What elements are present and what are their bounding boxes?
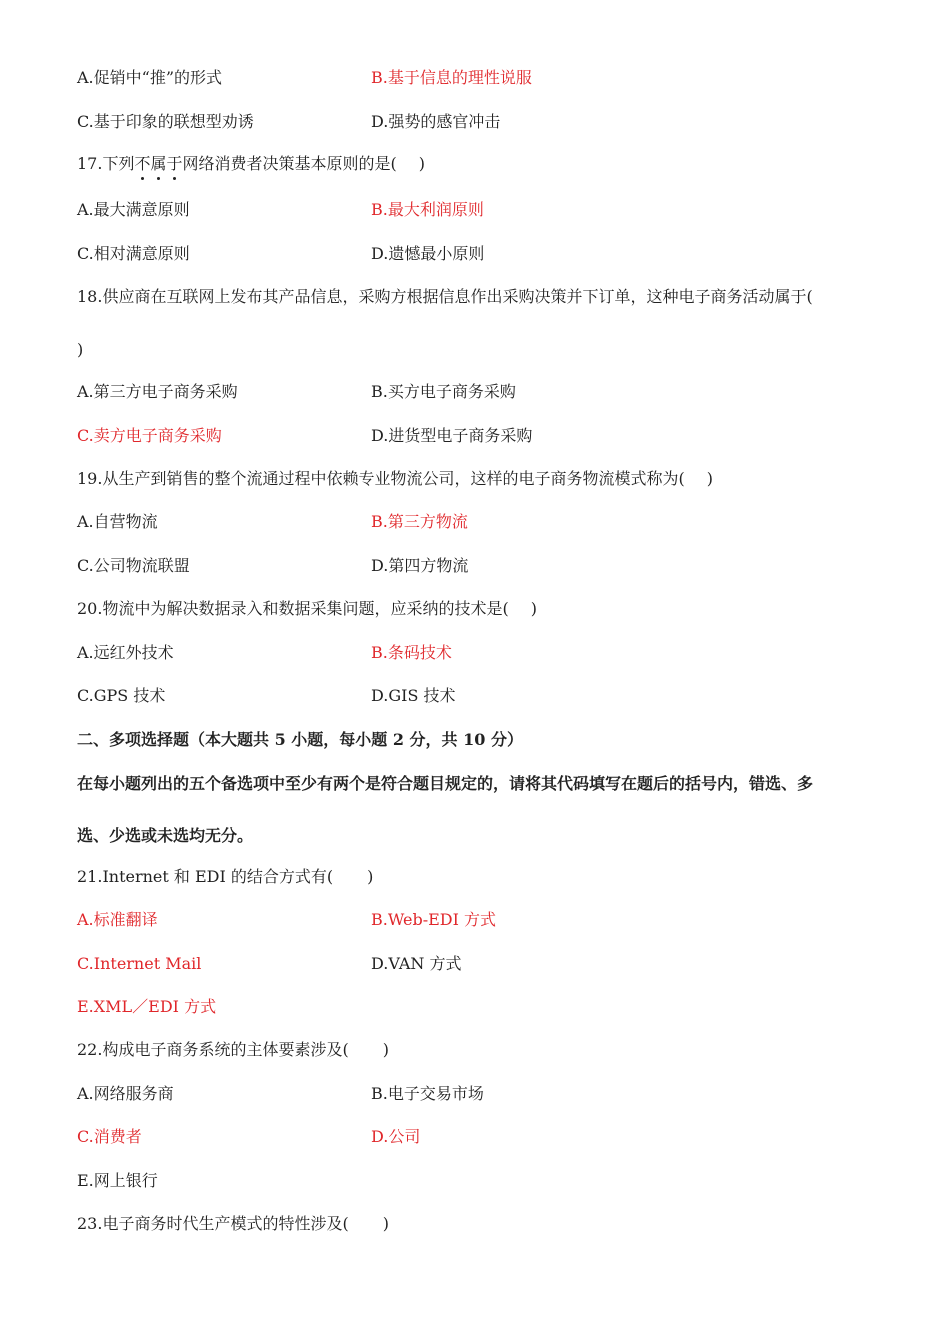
q21-option-d: D.VAN 方式 (371, 954, 462, 973)
q22-option-a: A.网络服务商 (77, 1084, 174, 1103)
q19-options-row-1 (77, 512, 877, 532)
q21-options-row-2 (77, 954, 877, 974)
q22-text: 22.构成电子商务系统的主体要素涉及( (77, 1040, 349, 1059)
q17-text: 网络消费者决策基本原则的是( (182, 154, 397, 173)
q20-options-row-2 (77, 686, 877, 706)
q22-option-e: E.网上银行 (77, 1171, 158, 1190)
q21-option-c: C.Internet Mail (77, 954, 202, 973)
q18-options-row-1 (77, 382, 877, 402)
q17-option-d: D.遗憾最小原则 (371, 244, 485, 263)
section-2-instructions-continued: 选、少选或未选均无分。 (77, 826, 254, 845)
q18-option-b: B.买方电子商务采购 (371, 382, 516, 401)
q19-options-row-2 (77, 556, 877, 576)
q21-option-e: E.XML／EDI 方式 (77, 997, 217, 1016)
q21-option-a: A.标准翻译 (77, 910, 158, 929)
q17-emphasis-char-2: 属 (150, 154, 167, 173)
q18-option-c: C.卖方电子商务采购 (77, 426, 222, 445)
q18-question (77, 287, 813, 307)
q22-options-row-3 (77, 1171, 877, 1191)
q17-question (77, 154, 425, 174)
q18-option-d: D.进货型电子商务采购 (371, 426, 533, 445)
q20-option-d: D.GIS 技术 (371, 686, 456, 705)
q17-prefix: 17.下列 (77, 154, 135, 173)
q16-option-b: B.基于信息的理性说服 (371, 68, 532, 87)
q19-option-a: A.自营物流 (77, 512, 158, 531)
q19-option-c: C.公司物流联盟 (77, 556, 190, 575)
q21-option-b: B.Web-EDI 方式 (371, 910, 497, 929)
q18-question-continued (77, 340, 83, 360)
q21-question (77, 867, 373, 887)
q17-close-paren: ) (418, 154, 425, 173)
q21-close-paren: ) (367, 867, 374, 886)
q17-options-row-2 (77, 244, 877, 264)
q21-text: 21.Internet 和 EDI 的结合方式有( (77, 867, 334, 886)
section-2-instructions: 在每小题列出的五个备选项中至少有两个是符合题目规定的，请将其代码填写在题后的括号内，错选、多 (77, 774, 814, 793)
q19-text: 19.从生产到销售的整个流通过程中依赖专业物流公司，这样的电子商务物流模式称为( (77, 469, 685, 488)
q18-text: 18.供应商在互联网上发布其产品信息，采购方根据信息作出采购决策并下订单，这种电子商务活动属于( (77, 287, 813, 306)
q23-question (77, 1214, 389, 1234)
q17-options-row-1 (77, 200, 877, 220)
q20-close-paren: ) (530, 599, 537, 618)
q20-options-row-1 (77, 643, 877, 663)
q20-question (77, 599, 537, 619)
section-2-heading: 二、多项选择题（本大题共 5 小题，每小题 2 分，共 10 分） (77, 730, 523, 749)
q16-option-d: D.强势的感官冲击 (371, 112, 501, 131)
q22-options-row-1 (77, 1084, 877, 1104)
q22-option-c: C.消费者 (77, 1127, 142, 1146)
q22-option-b: B.电子交易市场 (371, 1084, 484, 1103)
q19-close-paren: ) (706, 469, 713, 488)
q19-option-d: D.第四方物流 (371, 556, 469, 575)
q17-emphasis-char-1: 不 (134, 154, 151, 173)
q22-question (77, 1040, 389, 1060)
q16-options-row-2 (77, 112, 877, 132)
q19-question (77, 469, 713, 489)
q17-emphasis-char-3: 于 (166, 154, 183, 173)
q19-option-b: B.第三方物流 (371, 512, 468, 531)
q18-option-a: A.第三方电子商务采购 (77, 382, 238, 401)
q20-option-c: C.GPS 技术 (77, 686, 166, 705)
q16-option-a: A.促销中“推”的形式 (77, 68, 223, 87)
q22-option-d: D.公司 (371, 1127, 421, 1146)
q18-close-paren: ) (77, 340, 84, 359)
q22-options-row-2 (77, 1127, 877, 1147)
q23-text: 23.电子商务时代生产模式的特性涉及( (77, 1214, 349, 1233)
q23-close-paren: ) (382, 1214, 389, 1233)
q22-close-paren: ) (382, 1040, 389, 1059)
q17-option-a: A.最大满意原则 (77, 200, 190, 219)
q16-options-row-1 (77, 68, 877, 88)
q20-text: 20.物流中为解决数据录入和数据采集问题，应采纳的技术是( (77, 599, 509, 618)
q21-options-row-1 (77, 910, 877, 930)
q16-option-c: C.基于印象的联想型劝诱 (77, 112, 254, 131)
q17-option-b: B.最大利润原则 (371, 200, 484, 219)
q20-option-b: B.条码技术 (371, 643, 452, 662)
q21-options-row-3 (77, 997, 877, 1017)
q18-options-row-2 (77, 426, 877, 446)
q20-option-a: A.远红外技术 (77, 643, 174, 662)
q17-option-c: C.相对满意原则 (77, 244, 190, 263)
